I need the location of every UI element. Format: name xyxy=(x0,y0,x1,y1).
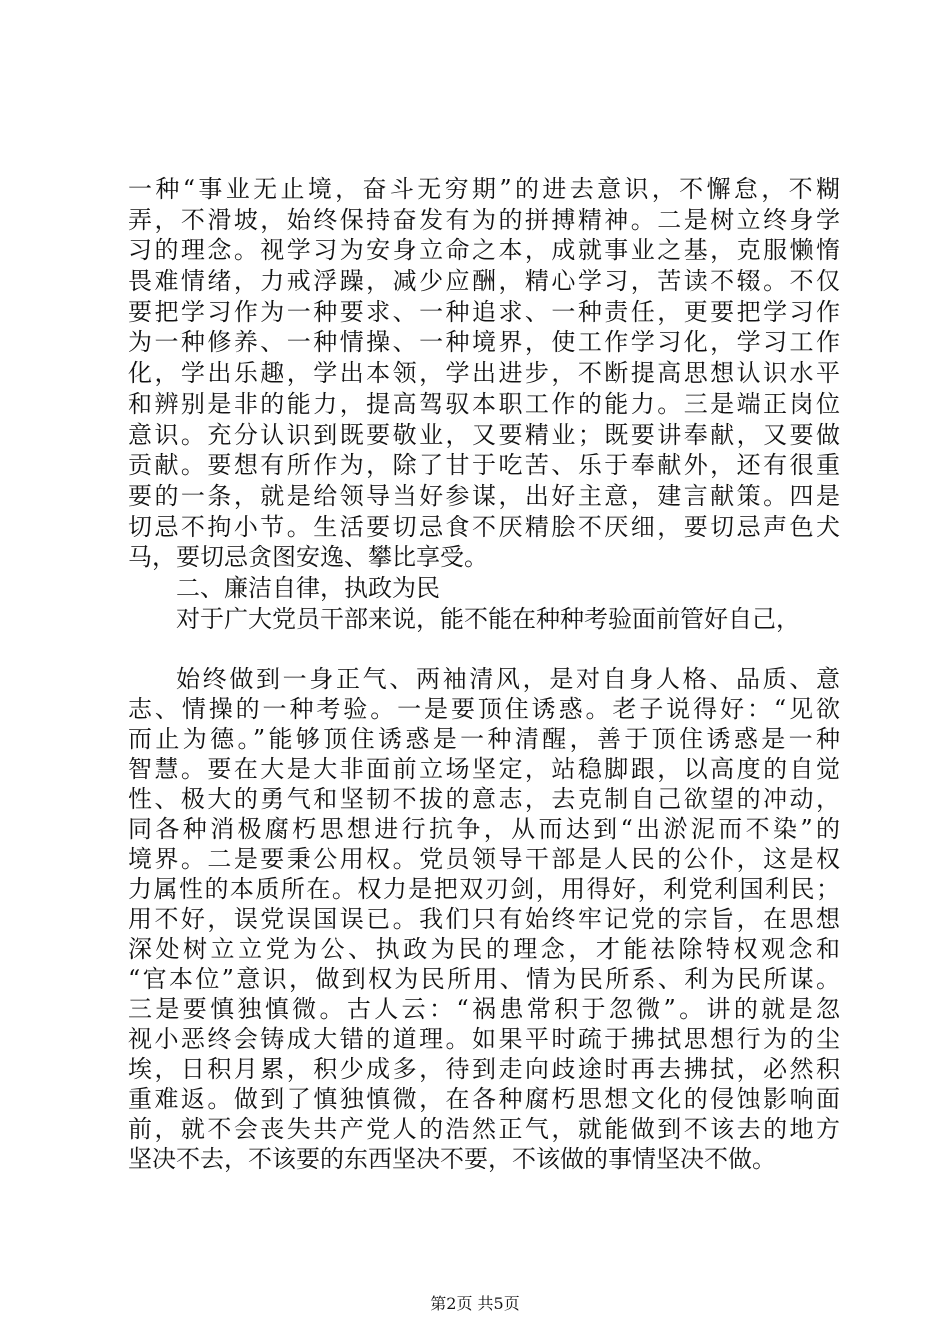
text-line: 习的理念。视学习为安身立命之本，成就事业之基，克服懒惰 xyxy=(128,236,840,265)
text-line: 畏难情绪，力戒浮躁，减少应酬，精心学习，苦读不辍。不仅 xyxy=(128,267,840,296)
text-line: 视小恶终会铸成大错的道理。如果平时疏于拂拭思想行为的尘 xyxy=(128,1025,840,1053)
text-line: 贡献。要想有所作为，除了甘于吃苦、乐于奉献外，还有很重 xyxy=(128,451,840,480)
text-line: 前，就不会丧失共产党人的浩然正气，就能做到不该去的地方 xyxy=(128,1115,840,1143)
text-line: 性、极大的勇气和坚韧不拔的意志，去克制自己欲望的冲动， xyxy=(128,785,840,813)
text-line: 深处树立立党为公、执政为民的理念，才能祛除特权观念和 xyxy=(128,935,840,963)
text-line: 埃，日积月累，积少成多，待到走向歧途时再去拂拭，必然积 xyxy=(128,1055,840,1083)
text-line: 用不好，误党误国误已。我们只有始终牢记党的宗旨，在思想 xyxy=(128,905,840,933)
text-line: 对于广大党员干部来说，能不能在种种考验面前管好自己， xyxy=(176,604,800,633)
text-line: 三是要慎独慎微。古人云：“祸患常积于忽微”。讲的就是忽 xyxy=(128,995,840,1023)
text-line: 重难返。做到了慎独慎微，在各种腐朽思想文化的侵蚀影响面 xyxy=(128,1085,840,1113)
text-line: 智慧。要在大是大非面前立场坚定，站稳脚跟，以高度的自觉 xyxy=(128,755,840,783)
text-line: 为一种修养、一种情操、一种境界，使工作学习化，学习工作 xyxy=(128,328,840,357)
text-line: 切忌不拘小节。生活要切忌食不厌精脍不厌细，要切忌声色犬 xyxy=(128,512,840,541)
text-line: 马，要切忌贪图安逸、攀比享受。 xyxy=(128,543,488,572)
text-line: 境界。二是要秉公用权。党员领导干部是人民的公仆，这是权 xyxy=(128,845,840,873)
text-line: 一种“事业无止境，奋斗无穷期”的进去意识，不懈怠，不糊 xyxy=(128,175,840,203)
text-line: 同各种消极腐朽思想进行抗争，从而达到“出淤泥而不染”的 xyxy=(128,815,840,843)
text-line: 力属性的本质所在。权力是把双刃剑，用得好，利党利国利民； xyxy=(128,875,840,903)
text-line: 志、情操的一种考验。一是要顶住诱惑。老子说得好：“见欲 xyxy=(128,695,840,723)
text-line: 坚决不去，不该要的东西坚决不要，不该做的事情坚决不做。 xyxy=(128,1145,776,1173)
text-line: 和辨别是非的能力，提高驾驭本职工作的能力。三是端正岗位 xyxy=(128,389,840,418)
text-line: 要把学习作为一种要求、一种追求、一种责任，更要把学习作 xyxy=(128,297,840,326)
text-line: 而止为德。”能够顶住诱惑是一种清醒，善于顶住诱惑是一种 xyxy=(128,725,840,753)
text-line: 化，学出乐趣，学出本领，学出进步，不断提高思想认识水平 xyxy=(128,359,840,388)
paragraph-block-3 xyxy=(128,664,840,1174)
section-heading: 二、廉洁自律，执政为民 xyxy=(176,573,440,602)
text-line: 始终做到一身正气、两袖清风，是对自身人格、品质、意 xyxy=(176,665,840,693)
page-number-footer: 第2页 共5页 xyxy=(430,1294,520,1313)
text-line: 要的一条，就是给领导当好参谋，出好主意，建言献策。四是 xyxy=(128,481,840,510)
text-line: “官本位”意识，做到权为民所用、情为民所系、利为民所谋。 xyxy=(128,965,840,993)
text-line: 弄，不滑坡，始终保持奋发有为的拼搏精神。二是树立终身学 xyxy=(128,205,840,234)
paragraph-block-1 xyxy=(128,174,840,634)
text-line: 意识。充分认识到既要敬业，又要精业；既要讲奉献，又要做 xyxy=(128,420,840,449)
